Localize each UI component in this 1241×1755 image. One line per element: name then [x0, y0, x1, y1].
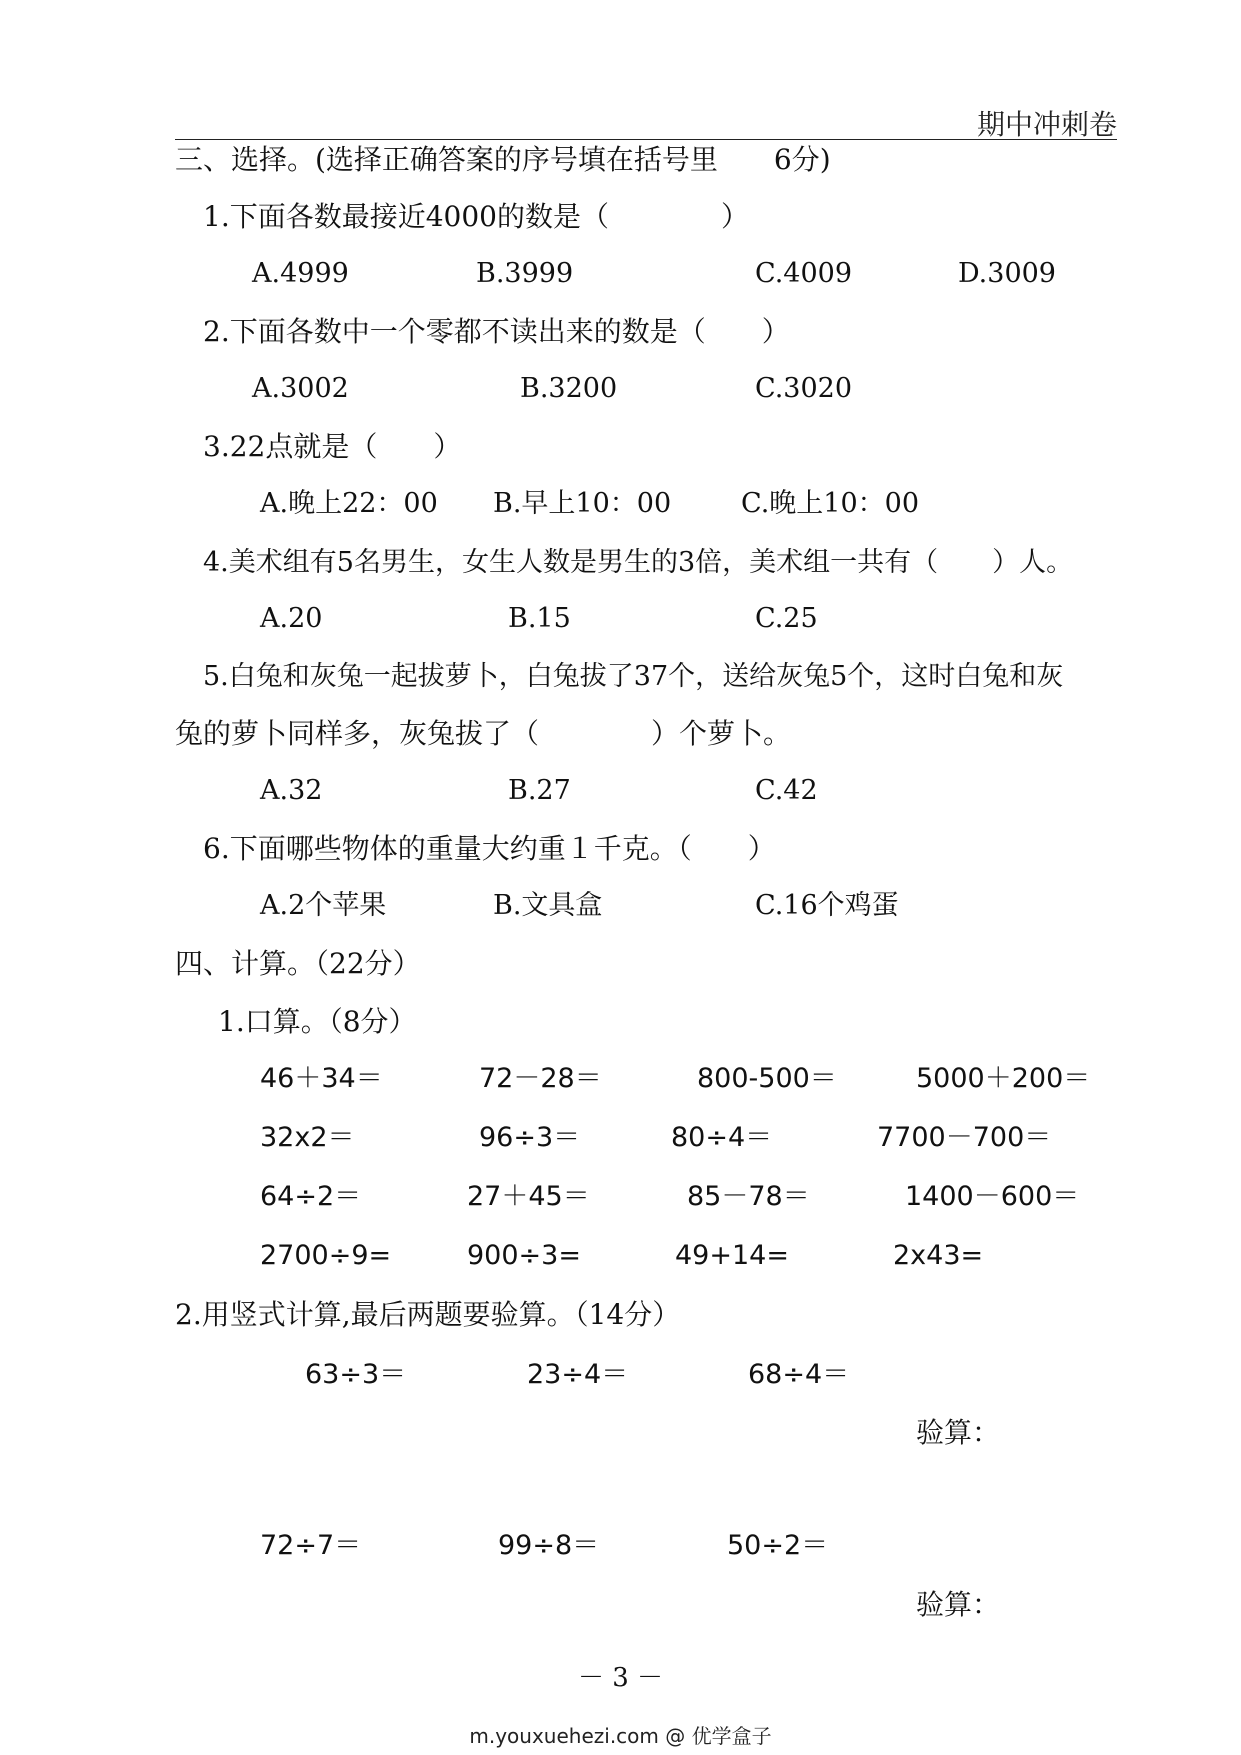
q3-option-b: B.早上10：00 — [493, 488, 672, 519]
oral-calc-item: 49+14= — [675, 1240, 789, 1271]
question-6: 6.下面哪些物体的重量大约重１千克。（ ） — [203, 832, 776, 865]
oral-calc-item: 46＋34＝ — [260, 1063, 383, 1094]
q6-option-c: C.16个鸡蛋 — [755, 890, 899, 921]
q3-option-c: C.晚上10：00 — [741, 488, 919, 519]
q6-option-b: B.文具盒 — [493, 890, 603, 921]
question-5-line2: 兔的萝卜同样多，灰兔拔了（ ）个萝卜。 — [175, 717, 792, 750]
oral-calc-item: 1400－600＝ — [905, 1181, 1080, 1212]
vertical-calc-item: 23÷4＝ — [527, 1359, 629, 1390]
question-1: 1.下面各数最接近4000的数是（ ） — [203, 200, 749, 233]
q3-option-a: A.晚上22：00 — [260, 488, 438, 519]
header-rule — [175, 139, 1117, 140]
q2-option-b: B.3200 — [520, 373, 618, 404]
check-label: 验算： — [916, 1416, 1001, 1449]
q4-option-b: B.15 — [508, 603, 571, 634]
q1-option-c: C.4009 — [755, 258, 852, 289]
oral-calc-item: 96÷3＝ — [479, 1122, 581, 1153]
q1-option-d: D.3009 — [958, 258, 1056, 289]
q2-option-c: C.3020 — [755, 373, 852, 404]
oral-calc-item: 900÷3= — [467, 1240, 581, 1271]
check-label: 验算： — [916, 1588, 1001, 1621]
vertical-calc-item: 50÷2＝ — [727, 1530, 829, 1561]
footer-watermark: m.youxuehezi.com @ 优学盒子 — [469, 1724, 772, 1748]
oral-calc-item: 80÷4＝ — [671, 1122, 773, 1153]
question-5-line1: 5.白兔和灰兔一起拔萝卜，白兔拔了37个，送给灰兔5个，这时白兔和灰 — [203, 661, 1064, 692]
vertical-calc-item: 68÷4＝ — [748, 1359, 850, 1390]
oral-calc-item: 72－28＝ — [479, 1063, 602, 1094]
oral-calc-item: 7700－700＝ — [877, 1122, 1052, 1153]
q4-option-a: A.20 — [260, 603, 323, 634]
oral-calc-item: 2700÷9= — [260, 1240, 392, 1271]
section4-heading: 四、计算。（22分） — [175, 947, 421, 980]
question-4: 4.美术组有5名男生，女生人数是男生的3倍，美术组一共有（ ）人。 — [203, 547, 1074, 578]
q5-option-a: A.32 — [260, 775, 323, 806]
oral-calc-item: 64÷2＝ — [260, 1181, 362, 1212]
page-number: － 3 － — [577, 1663, 664, 1693]
question-2: 2.下面各数中一个零都不读出来的数是（ ） — [203, 315, 790, 348]
oral-calc-item: 85－78＝ — [687, 1181, 810, 1212]
q1-option-a: A.4999 — [252, 258, 349, 289]
q5-option-b: B.27 — [508, 775, 571, 806]
q5-option-c: C.42 — [755, 775, 818, 806]
vertical-calc-item: 99÷8＝ — [498, 1530, 600, 1561]
section3-heading: 三、选择。(选择正确答案的序号填在括号里 6分) — [175, 143, 831, 176]
question-3: 3.22点就是（ ） — [203, 430, 462, 463]
vertical-calc-item: 63÷3＝ — [305, 1359, 407, 1390]
oral-calc-item: 2x43= — [893, 1240, 984, 1271]
oral-calc-title: 1.口算。（8分） — [218, 1005, 417, 1038]
q1-option-b: B.3999 — [476, 258, 574, 289]
q4-option-c: C.25 — [755, 603, 818, 634]
vertical-calc-item: 72÷7＝ — [260, 1530, 362, 1561]
vertical-calc-title: 2.用竖式计算,最后两题要验算。（14分） — [175, 1298, 681, 1331]
oral-calc-item: 800-500＝ — [697, 1063, 837, 1094]
q2-option-a: A.3002 — [252, 373, 349, 404]
oral-calc-item: 5000＋200＝ — [916, 1063, 1091, 1094]
q6-option-a: A.2个苹果 — [260, 890, 387, 921]
oral-calc-item: 32x2＝ — [260, 1122, 355, 1153]
oral-calc-item: 27＋45＝ — [467, 1181, 590, 1212]
exam-title: 期中冲刺卷 — [976, 108, 1117, 141]
